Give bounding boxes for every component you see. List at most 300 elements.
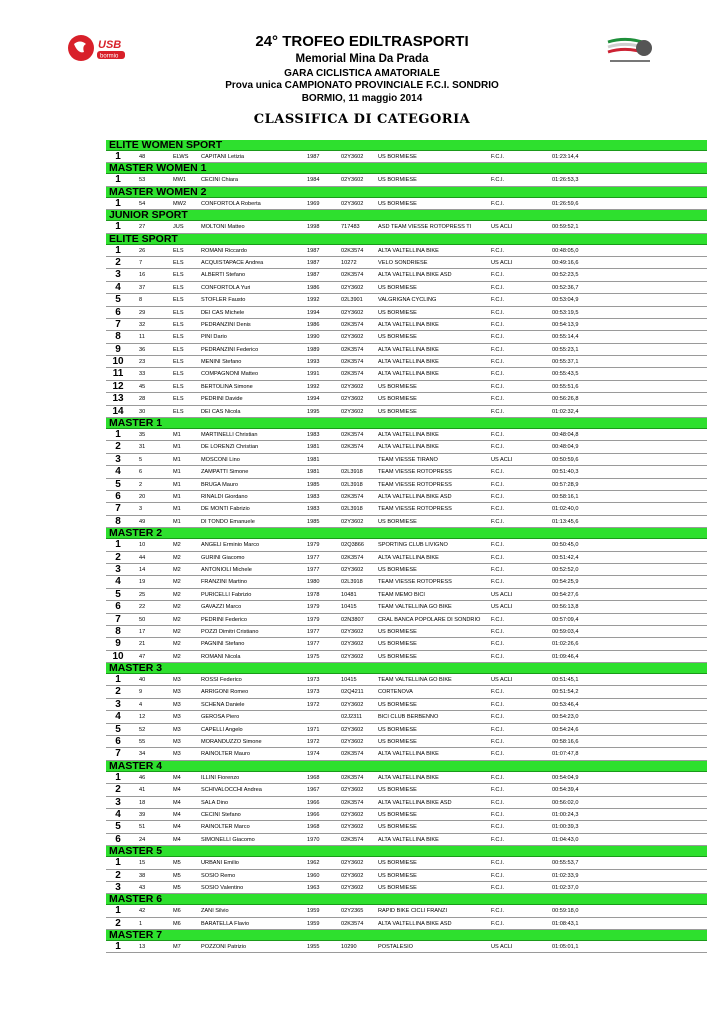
cell-time: 00:54:25,9: [552, 579, 579, 586]
cell-name: MORANDUZZO Simone: [201, 739, 262, 746]
cell-bib: 42: [139, 908, 146, 915]
cell-year: 1979: [307, 542, 320, 549]
cell-rank: 1: [115, 197, 121, 209]
cell-fed: F.C.I.: [491, 542, 505, 549]
cell-cat: M1: [173, 506, 181, 513]
cell-rank: 5: [115, 588, 121, 600]
cell-bib: 33: [139, 371, 146, 378]
cell-team: 02K3574: [341, 346, 364, 353]
table-row: [106, 174, 707, 186]
cell-name: MOLTONI Matteo: [201, 224, 245, 231]
cell-fed: F.C.I.: [491, 579, 505, 586]
cell-year: 1971: [307, 726, 320, 733]
cell-time: 00:54:27,6: [552, 591, 579, 598]
cell-cat: M2: [173, 641, 181, 648]
cell-club: ALTA VALTELLINA BIKE: [378, 346, 439, 353]
cell-rank: 2: [115, 784, 121, 796]
cell-club: TEAM VIESSE ROTOPRESS: [378, 481, 452, 488]
cell-year: 1983: [307, 493, 320, 500]
cell-rank: 14: [112, 405, 124, 417]
table-row: [106, 784, 707, 796]
cell-fed: F.C.I.: [491, 371, 505, 378]
cell-year: 1981: [307, 444, 320, 451]
cell-fed: US ACLI: [491, 604, 513, 611]
cell-time: 00:54:24,6: [552, 726, 579, 733]
cell-name: GAVAZZI Marco: [201, 604, 242, 611]
cell-club: US BORMIESE: [378, 811, 417, 818]
cell-year: 1968: [307, 774, 320, 781]
cell-time: 00:58:16,6: [552, 739, 579, 746]
cell-bib: 14: [139, 566, 146, 573]
cell-club: POSTALESIO: [378, 944, 414, 951]
cell-bib: 38: [139, 872, 146, 879]
cell-team: 02Y3602: [341, 334, 364, 341]
cell-club: US BORMIESE: [378, 726, 417, 733]
cell-fed: F.C.I.: [491, 444, 505, 451]
cell-team: 02Y3602: [341, 566, 364, 573]
cell-cat: M1: [173, 432, 181, 439]
cell-cat: M3: [173, 689, 181, 696]
cell-team: 02Y3602: [341, 408, 364, 415]
cell-bib: 20: [139, 493, 146, 500]
cell-bib: 43: [139, 884, 146, 891]
cell-club: US BORMIESE: [378, 334, 417, 341]
cell-year: 1986: [307, 284, 320, 291]
cell-bib: 46: [139, 774, 146, 781]
cell-time: 01:02:37,0: [552, 884, 579, 891]
cell-cat: ELWS: [173, 154, 189, 160]
cell-rank: 1: [115, 905, 121, 917]
cell-bib: 52: [139, 726, 146, 733]
page-title: 24° TROFEO EDILTRASPORTI: [255, 33, 469, 50]
cell-bib: 48: [139, 154, 146, 160]
cell-fed: F.C.I.: [491, 518, 505, 525]
cell-time: 00:51:45,1: [552, 677, 579, 684]
cell-year: 1979: [307, 616, 320, 623]
cell-team: 02Q4211: [341, 689, 364, 696]
cell-club: BICI CLUB BERBENNO: [378, 714, 439, 721]
cell-year: 1969: [307, 200, 320, 207]
cell-year: 1987: [307, 272, 320, 279]
cell-name: ARRIGONI Romeo: [201, 689, 249, 696]
cell-team: 02Y3602: [341, 628, 364, 635]
cell-name: ILLINI Fiorenzo: [201, 774, 240, 781]
cell-cat: M7: [173, 944, 181, 951]
cell-year: 1973: [307, 689, 320, 696]
cell-bib: 47: [139, 653, 146, 660]
cell-year: 1962: [307, 860, 320, 867]
cell-fed: F.C.I.: [491, 481, 505, 488]
cell-time: 01:26:59,6: [552, 200, 579, 207]
page-subtitle-memorial: Memorial Mina Da Prada: [295, 53, 429, 65]
page-subtitle-gara: GARA CICLISTICA AMATORIALE: [284, 68, 440, 79]
cell-rank: 6: [115, 833, 121, 845]
cell-club: ALTA VALTELLINA BIKE: [378, 321, 439, 328]
cell-bib: 30: [139, 408, 146, 415]
cell-rank: 5: [115, 478, 121, 490]
cell-club: ALTA VALTELLINA BIKE ASD: [378, 799, 452, 806]
cell-name: MARTINELLI Christian: [201, 432, 258, 439]
cell-club: RAPID BIKE CICLI FRANZI: [378, 908, 448, 915]
cell-name: DEI CAS Michele: [201, 309, 245, 316]
cell-bib: 32: [139, 321, 146, 328]
cell-team: 02K3574: [341, 920, 364, 927]
cell-team: 02Y3602: [341, 396, 364, 403]
cell-name: SALA Dino: [201, 799, 229, 806]
cell-time: 00:48:04,9: [552, 444, 579, 451]
cell-rank: 7: [115, 318, 121, 330]
cell-name: ROSSI Federico: [201, 677, 242, 684]
cell-club: US BORMIESE: [378, 383, 417, 390]
cell-fed: F.C.I.: [491, 884, 505, 891]
category-header: MASTER 5: [106, 846, 707, 857]
cell-bib: 29: [139, 309, 146, 316]
cell-name: MOSCONI Lino: [201, 456, 240, 463]
cell-team: 02Y3602: [341, 177, 364, 184]
cell-rank: 6: [115, 736, 121, 748]
category-header: ELITE SPORT: [106, 234, 707, 245]
cell-bib: 5: [139, 456, 143, 463]
cell-bib: 41: [139, 787, 146, 794]
table-row: [106, 516, 707, 528]
cell-club: VALGRIGNA CYCLING: [378, 297, 437, 304]
cell-cat: M1: [173, 518, 181, 525]
cell-cat: M6: [173, 920, 181, 927]
cell-time: 00:59:52,1: [552, 224, 579, 231]
cell-cat: JUS: [173, 224, 184, 231]
cell-club: US BORMIESE: [378, 739, 417, 746]
cell-rank: 4: [115, 281, 121, 293]
cell-year: 1977: [307, 628, 320, 635]
cell-name: MENINI Stefano: [201, 359, 242, 366]
cell-rank: 3: [115, 796, 121, 808]
cell-team: 02K3574: [341, 774, 364, 781]
cell-rank: 1: [115, 151, 121, 162]
cell-cat: M6: [173, 908, 181, 915]
cell-team: 02L3918: [341, 469, 363, 476]
cell-name: SOSIO Valentino: [201, 884, 244, 891]
cell-team: 10415: [341, 677, 357, 684]
cell-name: BRUGA Mauro: [201, 481, 238, 488]
cell-year: 1963: [307, 884, 320, 891]
cell-cat: ELS: [173, 371, 184, 378]
cell-name: CECINI Chiara: [201, 177, 238, 184]
table-row: [106, 918, 707, 930]
cell-bib: 31: [139, 444, 146, 451]
cell-club: US BORMIESE: [378, 284, 417, 291]
cell-year: 1998: [307, 224, 320, 231]
cell-team: 02K3574: [341, 444, 364, 451]
cell-fed: F.C.I.: [491, 200, 505, 207]
cell-fed: F.C.I.: [491, 714, 505, 721]
cell-cat: M4: [173, 836, 181, 843]
cell-club: US BORMIESE: [378, 787, 417, 794]
cell-time: 00:52:36,7: [552, 284, 579, 291]
cell-club: US BORMIESE: [378, 200, 417, 207]
cell-fed: F.C.I.: [491, 432, 505, 439]
table-row: [106, 257, 707, 269]
cell-team: 02Y3602: [341, 787, 364, 794]
category-header: MASTER 4: [106, 761, 707, 772]
cell-fed: F.C.I.: [491, 247, 505, 254]
cell-bib: 7: [139, 259, 143, 266]
cell-team: 02L3918: [341, 481, 363, 488]
cell-fed: F.C.I.: [491, 469, 505, 476]
cell-name: DEI CAS Nicola: [201, 408, 241, 415]
table-row: [106, 331, 707, 343]
cell-club: CRAL BANCA POPOLARE DI SONDRIO: [378, 616, 481, 623]
table-row: [106, 711, 707, 723]
cell-year: 1985: [307, 518, 320, 525]
cell-year: 1959: [307, 920, 320, 927]
cell-team: 10481: [341, 591, 357, 598]
cell-bib: 2: [139, 481, 143, 488]
cell-bib: 15: [139, 860, 146, 867]
cell-name: CONFORTOLA Roberta: [201, 200, 261, 207]
cell-bib: 50: [139, 616, 146, 623]
cell-name: RAINOLTER Mauro: [201, 751, 251, 758]
cell-cat: M2: [173, 591, 181, 598]
table-row: [106, 857, 707, 869]
cell-rank: 7: [115, 748, 121, 760]
cell-time: 01:13:45,6: [552, 518, 579, 525]
cell-bib: 12: [139, 714, 146, 721]
cell-name: RINALDI Giordano: [201, 493, 248, 500]
cell-cat: M3: [173, 677, 181, 684]
cell-cat: ELS: [173, 321, 184, 328]
cell-time: 01:07:47,8: [552, 751, 579, 758]
cell-team: 02Y3602: [341, 200, 364, 207]
cell-rank: 11: [112, 368, 124, 380]
cell-bib: 16: [139, 272, 146, 279]
cell-rank: 2: [115, 869, 121, 881]
cell-cat: M2: [173, 616, 181, 623]
cell-club: US BORMIESE: [378, 177, 417, 184]
cell-rank: 6: [115, 601, 121, 613]
cell-time: 00:59:18,0: [552, 908, 579, 915]
section-heading: CLASSIFICA DI CATEGORIA: [253, 112, 471, 127]
cell-name: POZZI Dimitri Cristiano: [201, 628, 259, 635]
cell-bib: 36: [139, 346, 146, 353]
cell-time: 00:55:14,4: [552, 334, 579, 341]
cell-team: 10272: [341, 259, 357, 266]
cell-cat: ELS: [173, 396, 184, 403]
cell-bib: 40: [139, 677, 146, 684]
cell-time: 01:05:01,1: [552, 944, 579, 951]
cell-cat: M1: [173, 481, 181, 488]
cell-time: 01:00:24,3: [552, 811, 579, 818]
cell-bib: 35: [139, 432, 146, 439]
cell-club: ALTA VALTELLINA BIKE: [378, 554, 439, 561]
cell-fed: F.C.I.: [491, 836, 505, 843]
cell-name: FRANZINI Martino: [201, 579, 247, 586]
cell-year: 1992: [307, 297, 320, 304]
cell-rank: 3: [115, 563, 121, 575]
cell-cat: ELS: [173, 284, 184, 291]
cell-cat: ELS: [173, 309, 184, 316]
cell-year: 1967: [307, 787, 320, 794]
cell-time: 00:54:23,0: [552, 714, 579, 721]
cell-team: 02Y3602: [341, 154, 364, 160]
cell-rank: 1: [115, 674, 121, 686]
cell-club: US BORMIESE: [378, 641, 417, 648]
cell-time: 00:58:16,1: [552, 493, 579, 500]
cell-bib: 22: [139, 604, 146, 611]
table-row: [106, 614, 707, 626]
cell-team: 02Y3602: [341, 860, 364, 867]
cell-cat: ELS: [173, 383, 184, 390]
cell-rank: 7: [115, 503, 121, 515]
cell-fed: F.C.I.: [491, 872, 505, 879]
cell-year: 1981: [307, 456, 320, 463]
cell-cat: ELS: [173, 346, 184, 353]
cell-club: US BORMIESE: [378, 566, 417, 573]
cell-year: 1959: [307, 908, 320, 915]
cell-club: US BORMIESE: [378, 653, 417, 660]
cell-name: DE MONTI Fabrizio: [201, 506, 250, 513]
cell-team: 02Y3602: [341, 653, 364, 660]
cell-bib: 8: [139, 297, 143, 304]
cell-rank: 3: [115, 453, 121, 465]
cell-rank: 5: [115, 294, 121, 306]
cell-fed: F.C.I.: [491, 359, 505, 366]
cell-year: 1968: [307, 824, 320, 831]
cell-club: ALTA VALTELLINA BIKE: [378, 444, 439, 451]
cell-rank: 1: [115, 221, 121, 233]
cell-club: ALTA VALTELLINA BIKE: [378, 247, 439, 254]
table-row: [106, 564, 707, 576]
cell-team: 02J2311: [341, 714, 363, 721]
cell-bib: 10: [139, 542, 146, 549]
table-row: [106, 626, 707, 638]
cell-cat: ELS: [173, 334, 184, 341]
cell-rank: 5: [115, 821, 121, 833]
cell-year: 1977: [307, 566, 320, 573]
cell-club: ALTA VALTELLINA BIKE: [378, 371, 439, 378]
cell-club: TEAM VALTELLINA GO BIKE: [378, 677, 452, 684]
cell-club: TEAM VIESSE ROTOPRESS: [378, 506, 452, 513]
cell-rank: 8: [115, 331, 121, 343]
category-header: MASTER 6: [106, 894, 707, 905]
cell-time: 00:50:45,0: [552, 542, 579, 549]
table-row: [106, 638, 707, 650]
cell-time: 00:52:23,5: [552, 272, 579, 279]
cell-club: SPORTING CLUB LIVIGNO: [378, 542, 448, 549]
cell-bib: 3: [139, 506, 143, 513]
cell-rank: 3: [115, 698, 121, 710]
cell-bib: 39: [139, 811, 146, 818]
cell-cat: M1: [173, 444, 181, 451]
table-row: [106, 686, 707, 698]
cell-time: 00:56:02,0: [552, 799, 579, 806]
cell-name: POZZONI Patrizio: [201, 944, 247, 951]
cell-time: 00:56:13,8: [552, 604, 579, 611]
cell-cat: ELS: [173, 272, 184, 279]
cell-team: 02K3574: [341, 359, 364, 366]
table-row: [106, 736, 707, 748]
cell-fed: F.C.I.: [491, 799, 505, 806]
cell-year: 1983: [307, 506, 320, 513]
cell-fed: F.C.I.: [491, 334, 505, 341]
cell-fed: F.C.I.: [491, 628, 505, 635]
cell-team: 02K3574: [341, 321, 364, 328]
cell-bib: 21: [139, 641, 146, 648]
cell-rank: 5: [115, 723, 121, 735]
cell-team: 02Y3602: [341, 811, 364, 818]
cell-year: 1981: [307, 469, 320, 476]
cell-fed: F.C.I.: [491, 616, 505, 623]
cell-year: 1979: [307, 604, 320, 611]
cell-club: ALTA VALTELLINA BIKE: [378, 774, 439, 781]
table-row: [106, 307, 707, 319]
cell-rank: 4: [115, 466, 121, 478]
cell-club: US BORMIESE: [378, 154, 417, 160]
cell-club: TEAM VALTELLINA GO BIKE: [378, 604, 452, 611]
cell-bib: 6: [139, 469, 143, 476]
cell-team: 10290: [341, 944, 357, 951]
cell-team: 02K3574: [341, 371, 364, 378]
cell-cat: M1: [173, 456, 181, 463]
cell-time: 01:04:43,0: [552, 836, 579, 843]
cell-year: 1970: [307, 836, 320, 843]
cell-time: 00:59:03,4: [552, 628, 579, 635]
cell-fed: US ACLI: [491, 591, 513, 598]
cell-club: CORTENOVA: [378, 689, 413, 696]
table-row: [106, 589, 707, 601]
cell-name: BARATELLA Flavio: [201, 920, 250, 927]
cell-team: 02K3574: [341, 751, 364, 758]
cell-team: 02Y2365: [341, 908, 364, 915]
cell-name: ANTONIOLI Michele: [201, 566, 252, 573]
table-row: [106, 576, 707, 588]
cell-rank: 2: [115, 917, 121, 929]
cell-name: SCHENA Daniele: [201, 701, 245, 708]
table-row: [106, 441, 707, 453]
table-row: [106, 269, 707, 281]
cell-time: 00:51:42,4: [552, 554, 579, 561]
cell-time: 01:02:26,6: [552, 641, 579, 648]
cell-time: 01:23:14,4: [552, 154, 579, 160]
cell-rank: 7: [115, 613, 121, 625]
cell-team: 717483: [341, 224, 360, 231]
cell-rank: 1: [115, 244, 121, 256]
cell-rank: 12: [112, 380, 124, 392]
cell-year: 1960: [307, 872, 320, 879]
cell-team: 02K3574: [341, 432, 364, 439]
cell-club: ALTA VALTELLINA BIKE ASD: [378, 272, 452, 279]
cell-fed: F.C.I.: [491, 751, 505, 758]
table-row: [106, 479, 707, 491]
cell-year: 1978: [307, 591, 320, 598]
cell-rank: 4: [115, 576, 121, 588]
table-row: [106, 491, 707, 503]
cell-cat: M2: [173, 542, 181, 549]
cell-name: PAGNINI Stefano: [201, 641, 245, 648]
cell-name: ANGELI Erminio Marco: [201, 542, 260, 549]
cell-fed: F.C.I.: [491, 689, 505, 696]
cell-bib: 23: [139, 359, 146, 366]
cell-team: 02K3574: [341, 799, 364, 806]
cell-rank: 1: [115, 941, 121, 953]
cell-time: 01:09:46,4: [552, 653, 579, 660]
cell-name: DE LORENZI Christian: [201, 444, 259, 451]
cell-bib: 9: [139, 689, 143, 696]
cell-bib: 26: [139, 247, 146, 254]
cell-fed: F.C.I.: [491, 346, 505, 353]
cell-fed: F.C.I.: [491, 396, 505, 403]
cell-time: 00:55:43,5: [552, 371, 579, 378]
cell-club: US BORMIESE: [378, 396, 417, 403]
